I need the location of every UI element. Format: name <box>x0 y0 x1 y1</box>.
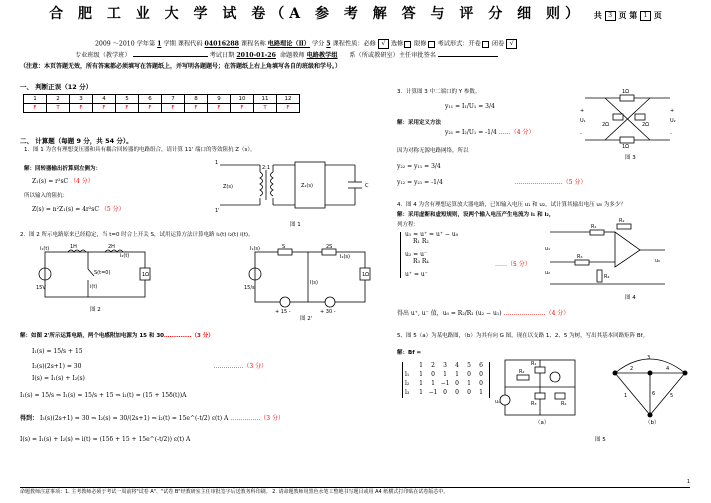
svg-text:Z(s): Z(s) <box>223 184 233 190</box>
tf-answer: F <box>70 104 93 113</box>
q3-y22: y₂₂ = y₁₁ = 3/4 <box>397 163 441 170</box>
matrix-row-label: l₁ <box>405 370 410 378</box>
figure-3-circuit <box>580 90 680 150</box>
q4-result: 得出 u⁺, u⁻ 值，u₀ = R₂/R₁ (u₂ − u₁) …………………（4 分） <box>397 310 570 317</box>
footer-note: 命题教师注意事项：1. 主考教师必须于考试一周前将"试卷 A"、"试卷 B"经教研室主任审批签字后送教务科印刷。 2. 请命题教师用黑色水笔工整地书写题目或用 A4 纸横式打印贴在试卷版芯中。 1 <box>20 479 690 495</box>
svg-text:1: 1 <box>624 393 628 399</box>
course-info-line-2: 专业班级（教学班） 考试日期 2010-01-26 命题教师 电路教学组 系（所或教研室）主任审批签名 <box>75 52 498 59</box>
matrix-cell: −1 <box>440 379 450 387</box>
figure-2-circuit <box>30 244 160 304</box>
svg-text:U₂: U₂ <box>670 118 676 124</box>
figure-2b-circuit <box>240 244 380 314</box>
title-text: 合 肥 工 业 大 学 试 卷（A 参 考 解 答 与 评 分 细 则） <box>49 6 584 22</box>
tf-question-number: 2 <box>47 95 70 104</box>
section1-title: 一、 判断正误（12 分） <box>20 83 93 91</box>
fig2-caption: 图 2 <box>90 307 101 313</box>
page-counter: 共 3 页 第 1 页 <box>593 10 662 20</box>
page-number: 1 <box>686 479 690 485</box>
tf-question-number: 8 <box>185 95 208 104</box>
matrix-cell: 0 <box>455 379 459 387</box>
page-no-box: 1 <box>640 11 651 21</box>
matrix-header: 1 <box>419 362 423 369</box>
svg-text:3: 3 <box>647 355 651 361</box>
tf-answer: F <box>116 104 139 113</box>
q5-text: 5、图 5（a）为某电路图，（b）为其有向 G 图，现在以支路 1、2、5 为树，写出其基本回路矩阵 Bf。 <box>397 333 649 339</box>
tf-answer: F <box>185 104 208 113</box>
matrix-cell: 1 <box>479 388 483 396</box>
q1-eq1: Z₁(s) = r²sC （4 分） <box>32 178 94 185</box>
svg-text:I(s): I(s) <box>310 280 318 286</box>
matrix-cell: 1 <box>419 388 423 396</box>
matrix-cell: 1 <box>419 379 423 387</box>
tf-question-number: 3 <box>70 95 93 104</box>
svg-text:R₁: R₁ <box>531 361 537 367</box>
course-info-line: 2009 ～2010 学年第 1 学期 课程代码 04016288 课程名称 电路理论（Ⅱ） 学分 5 课程性质：必修 √ 选修 限修 考试形式：开卷 闭卷 √ <box>95 39 517 49</box>
svg-text:-: - <box>670 131 672 137</box>
svg-text:+ 15 -: + 15 - <box>275 309 291 315</box>
svg-text:S(t=0): S(t=0) <box>94 270 111 276</box>
restricted-checkbox <box>428 41 435 48</box>
svg-text:-: - <box>580 131 582 137</box>
svg-text:2H: 2H <box>108 244 115 250</box>
tf-answer: T <box>254 104 277 113</box>
tf-question-number: 7 <box>162 95 185 104</box>
fig5b-caption: （b） <box>645 420 660 426</box>
svg-text:R₁: R₁ <box>591 224 597 230</box>
svg-text:U₁: U₁ <box>580 118 586 124</box>
notice: （注意：本页答题无效，所有答案都必须填写在答题纸上，并写明各题题号；在答题纸上右上角填写各自的班级和学号。） <box>20 63 342 70</box>
q3-y21: y₂₁ = I₂/U₁ = -1/4 ……（4 分） <box>445 129 535 136</box>
svg-text:4: 4 <box>666 366 670 372</box>
exam-title <box>0 6 711 22</box>
tf-question-number: 11 <box>254 95 277 104</box>
svg-text:S: S <box>282 244 286 250</box>
q1-text: 1．图 1 为含有理想变压器和具有耦合回转器的电路组合，请计算 11' 端口的等效阻抗 Z（s）。 <box>24 147 256 153</box>
matrix-cell: 1 <box>467 379 471 387</box>
tf-question-number: 9 <box>208 95 231 104</box>
svg-text:1Ω: 1Ω <box>622 89 630 95</box>
q2-eq1: I₁(s) = 15/s + 15 <box>32 348 83 355</box>
matrix-cell: 1 <box>431 379 435 387</box>
matrix-cell: 0 <box>455 388 459 396</box>
svg-text:15/s: 15/s <box>244 285 255 291</box>
svg-text:i₁(t): i₁(t) <box>40 246 50 252</box>
tf-question-number: 12 <box>277 95 300 104</box>
q4-list: 列方程： <box>397 222 420 228</box>
q3-mid: 因为对称无源电路网络，所以 <box>397 148 469 154</box>
tf-answer: F <box>24 104 47 113</box>
svg-text:1': 1' <box>215 208 220 214</box>
q2-eq3: I(s) = I₁(s) + I₂(s) <box>32 375 85 382</box>
tf-question-number: 10 <box>231 95 254 104</box>
svg-text:2Ω: 2Ω <box>642 122 650 128</box>
svg-text:1Ω: 1Ω <box>362 272 370 278</box>
svg-text:2: 2 <box>630 366 634 372</box>
elective-checkbox <box>404 41 411 48</box>
matrix-row-label: l₂ <box>405 379 410 387</box>
matrix-header: 6 <box>479 362 483 369</box>
q1-solution: 解：回转器输出折算到左侧为： <box>24 166 102 172</box>
matrix-cell: −1 <box>428 388 438 396</box>
fig2b-caption: 图 2' <box>300 316 313 322</box>
q2-eq6: I(s) = I₁(s) + I₂(s) ⇒ i(t) = (15δ + 15 + 15e^(-t/2)) ε(t) A <box>20 436 191 443</box>
tf-answer: F <box>277 104 300 113</box>
svg-text:1: 1 <box>215 160 219 166</box>
matrix-cell: 1 <box>419 370 423 378</box>
q2-text: 2．图 2 所示电路原来已经稳定，当 t=0 时合上开关 S，试用运算方法计算电路 i₁(t) i₂(t) i(t)。 <box>20 232 254 238</box>
q3-text: 3．计算图 3 中二端口的 Y 参数。 <box>397 89 481 95</box>
q2-solution: 解：如图 2'所示运算电路，两个电感附加电源为 15 和 30……………（3 分） <box>20 333 214 339</box>
q2-eq4: I₁(s) = 15/s ⇒ I₁(s) = 15/s + 15 ⇒ i₁(t) = (15 + 15δ(t))A <box>20 392 187 399</box>
tf-question-number: 5 <box>116 95 139 104</box>
tf-answer: F <box>162 104 185 113</box>
q1-mid: 所以输入的阻抗： <box>24 193 69 199</box>
matrix-header: 3 <box>443 362 447 369</box>
svg-text:5: 5 <box>670 393 674 399</box>
svg-text:C: C <box>365 183 369 189</box>
svg-text:i₂(t): i₂(t) <box>120 253 130 259</box>
svg-text:R₄: R₄ <box>604 274 610 280</box>
svg-text:I₁(s): I₁(s) <box>250 246 260 252</box>
matrix-cell: 1 <box>443 370 447 378</box>
matrix-cell: 0 <box>467 370 471 378</box>
q5-solution: 解：Bf = <box>397 350 422 356</box>
q3-y12: y₁₂ = y₂₁ = -1/4 ……………………（5 分） <box>397 179 587 186</box>
svg-text:R₂: R₂ <box>519 369 525 375</box>
figure-1-circuit <box>215 160 375 220</box>
figure-5b-graph <box>610 355 690 425</box>
q4-solution: 解：采用虚断和虚短规则，设两个输入电压产生电流为 i₁ 和 i₂， <box>397 212 555 218</box>
svg-text:1Ω: 1Ω <box>622 144 630 150</box>
q1-eq2: Z(s) = n²Z₁(s) = 4r²sC （5 分） <box>32 206 125 213</box>
svg-text:i(t): i(t) <box>90 284 98 290</box>
tf-answer: F <box>231 104 254 113</box>
fig5a-caption: （a） <box>535 420 550 426</box>
svg-text:1Ω: 1Ω <box>142 272 150 278</box>
open-book-checkbox <box>482 41 489 48</box>
svg-text:1H: 1H <box>70 244 77 250</box>
required-checkbox: √ <box>378 39 389 49</box>
svg-text:R₃: R₃ <box>577 254 583 260</box>
matrix-cell: 0 <box>431 370 435 378</box>
tf-answer: T <box>47 104 70 113</box>
q4-text: 4．图 4 为含有理想运算放大器电路，已知输入电压 u₁ 和 u₂，试计算其输出电压 u₀ 为多少？ <box>397 202 626 208</box>
true-false-table <box>23 94 300 113</box>
svg-text:2:1: 2:1 <box>262 165 271 171</box>
tf-question-number: 6 <box>139 95 162 104</box>
matrix-cell: 1 <box>455 370 459 378</box>
matrix-cell: 0 <box>479 370 483 378</box>
svg-text:6: 6 <box>652 391 656 397</box>
tf-answer: F <box>208 104 231 113</box>
matrix-row-label: l₃ <box>405 388 410 396</box>
svg-text:u₂: u₂ <box>545 270 551 276</box>
svg-text:2S: 2S <box>326 244 333 250</box>
matrix-header: 4 <box>455 362 459 369</box>
fig1-caption: 图 1 <box>290 222 301 228</box>
svg-text:R₃: R₃ <box>531 401 537 407</box>
q4-score1: ……（5 分） <box>495 261 531 268</box>
q2-eq2: I₂(s)(2s+1) = 30 ……………（3 分） <box>32 363 268 370</box>
svg-text:+: + <box>670 108 675 114</box>
fig4-caption: 图 4 <box>625 295 636 301</box>
pages-total-box: 3 <box>605 11 616 21</box>
q3-solution: 解：采用定义方法 <box>397 120 442 126</box>
q3-y11: y₁₁ = I₁/U₁ = 3/4 <box>445 103 495 110</box>
section2-title: 二、 计算题（每题 9 分，共 54 分）。 <box>20 137 133 145</box>
svg-text:+ 30 -: + 30 - <box>320 309 336 315</box>
figure-4-circuit <box>545 218 675 292</box>
matrix-header: 5 <box>467 362 471 369</box>
matrix-cell: 0 <box>443 388 447 396</box>
tf-question-number: 4 <box>93 95 116 104</box>
svg-text:R₄: R₄ <box>561 401 567 407</box>
q2-eq5: 得到： I₂(s)(2s+1) = 30 ⇒ I₂(s) = 30/(2s+1) ⇒ i₂(t) = 15e^(-t/2) ε(t) A ……………（3 分） <box>20 415 284 422</box>
svg-text:2Ω: 2Ω <box>602 122 610 128</box>
fig5-caption: 图 5 <box>595 437 606 443</box>
fig3-caption: 图 3 <box>625 155 636 161</box>
q4-equations: u₁ = u⁺ = u⁺ − u₀ R₁ R₂ u₂ = u⁻ R₃ R₄ u⁺ = u⁻ <box>400 232 458 278</box>
svg-text:Z₁(s): Z₁(s) <box>301 183 313 189</box>
tf-answer: F <box>139 104 162 113</box>
svg-text:u₀: u₀ <box>655 258 661 264</box>
figure-5a-circuit <box>495 355 585 425</box>
svg-text:+: + <box>580 108 585 114</box>
tf-answer: F <box>93 104 116 113</box>
tf-question-number: 1 <box>24 95 47 104</box>
svg-text:I₂(s): I₂(s) <box>340 254 350 260</box>
svg-text:R₂: R₂ <box>619 218 625 224</box>
matrix-cell: 0 <box>479 379 483 387</box>
svg-text:15V: 15V <box>36 285 46 291</box>
svg-text:u₁: u₁ <box>545 246 551 252</box>
matrix-header: 2 <box>431 362 435 369</box>
matrix-cell: 0 <box>467 388 471 396</box>
bf-matrix <box>402 362 490 398</box>
svg-text:uₛ: uₛ <box>495 399 501 405</box>
closed-book-checkbox: √ <box>506 39 517 49</box>
